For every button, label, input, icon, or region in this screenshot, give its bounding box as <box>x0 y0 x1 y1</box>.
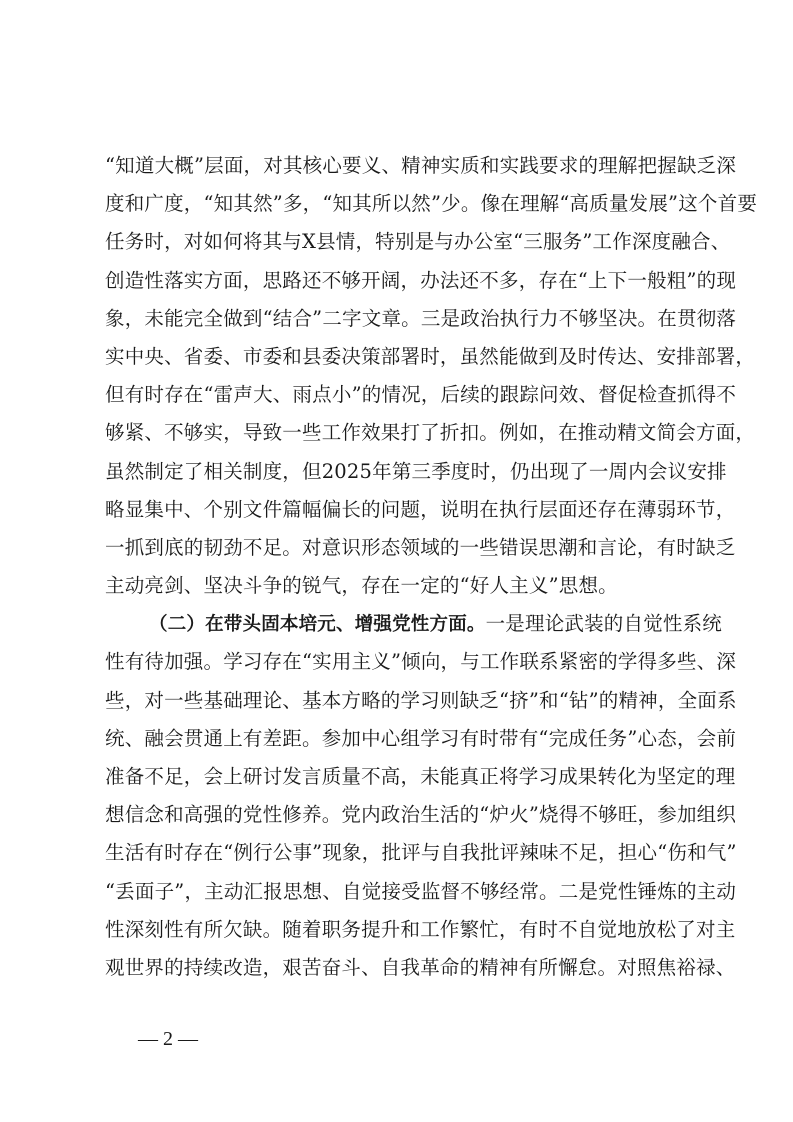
page-number: — 2 — <box>138 1028 198 1050</box>
paragraph-line: 观世界的持续改造，艰苦奋斗、自我革命的精神有所懈怠。对照焦裕禄、 <box>105 955 736 979</box>
paragraph-line: 一抓到底的韧劲不足。对意识形态领域的一些错误思潮和言论，有时缺乏 <box>105 535 736 559</box>
paragraph-line: 象，未能完全做到“结合”二字文章。三是政治执行力不够坚决。在贯彻落 <box>105 306 737 330</box>
paragraph-line: 想信念和高强的党性修养。党内政治生活的“炉火”烧得不够旺，参加组织 <box>105 803 737 827</box>
paragraph-line: “知道大概”层面，对其核心要义、精神实质和实践要求的理解把握缺乏深 <box>105 154 737 177</box>
paragraph-line: 度和广度，“知其然”多，“知其所以然”少。像在理解“高质量发展”这个首要 <box>105 192 758 216</box>
paragraph-line: 生活有时存在“例行公事”现象，批评与自我批评辣味不足，担心“伤和气” <box>105 841 737 865</box>
paragraph-line: 但有时存在“雷声大、雨点小”的情况，后续的跟踪问效、督促检查抓得不 <box>105 383 737 407</box>
paragraph-line: 主动亮剑、坚决斗争的锐气，存在一定的“好人主义”思想。 <box>105 574 618 598</box>
paragraph-line: 创造性落实方面，思路还不够开阔，办法还不多，存在“上下一般粗”的现 <box>105 268 737 292</box>
section-heading: （二）在带头固本培元、增强党性方面。 <box>149 614 486 636</box>
paragraph-line: 准备不足，会上研讨发言质量不高，未能真正将学习成果转化为坚定的理 <box>105 765 736 788</box>
section-first-line <box>105 605 723 643</box>
paragraph-line: “丢面子”，主动汇报思想、自觉接受监督不够经常。二是党性锤炼的主动 <box>105 879 737 903</box>
paragraph-line: 性有待加强。学习存在“实用主义”倾向，与工作联系紧密的学得多些、深 <box>105 650 737 674</box>
paragraph-line: 虽然制定了相关制度，但2025年第三季度时，仍出现了一周内会议安排 <box>105 459 727 483</box>
paragraph-line: 够紧、不够实，导致一些工作效果打了折扣。例如，在推动精文简会方面， <box>105 421 756 445</box>
paragraph-line: 实中央、省委、市委和县委决策部署时，虽然能做到及时传达、安排部署， <box>105 344 756 368</box>
section-first-line-text: 一是理论武装的自觉性系统 <box>485 612 723 636</box>
paragraph-line: 统、融会贯通上有差距。参加中心组学习有时带有“完成任务”心态，会前 <box>105 726 737 750</box>
paragraph-line: 略显集中、个别文件篇幅偏长的问题，说明在执行层面还存在薄弱环节， <box>105 497 736 521</box>
paragraph-line: 任务时，对如何将其与X县情，特别是与办公室“三服务”工作深度融合、 <box>105 230 731 254</box>
paragraph-line: 些，对一些基础理论、基本方略的学习则缺乏“挤”和“钻”的精神，全面系 <box>105 688 737 712</box>
body-text <box>105 147 758 987</box>
paragraph-line: 性深刻性有所欠缺。随着职务提升和工作繁忙，有时不自觉地放松了对主 <box>105 917 736 941</box>
